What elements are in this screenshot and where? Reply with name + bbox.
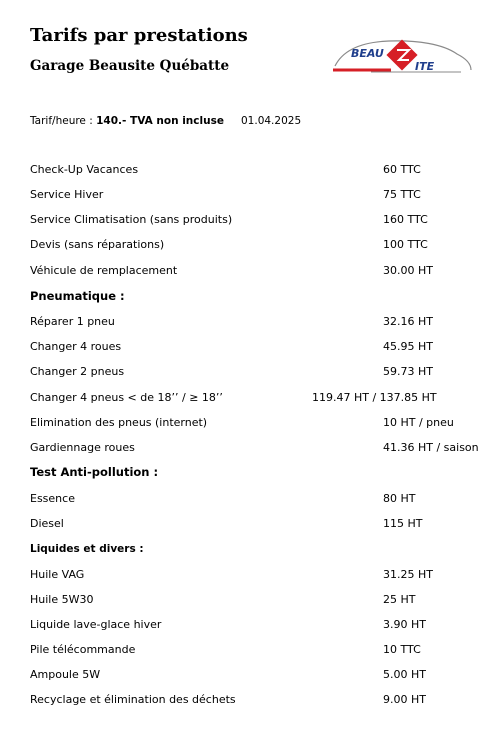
service-label: Ampoule 5W (30, 668, 101, 681)
service-price: 75 TTC (383, 188, 421, 201)
list-item (30, 517, 480, 537)
service-label: Changer 4 pneus < de 18’’ / ≥ 18’’ (30, 391, 223, 404)
service-price: 41.36 HT / saison (383, 441, 479, 454)
list-item (30, 315, 480, 335)
page-title: Tarifs par prestations (30, 25, 248, 46)
service-price: 45.95 HT (383, 340, 433, 353)
list-item (30, 668, 480, 688)
service-price: 5.00 HT (383, 668, 426, 681)
list-item (30, 238, 480, 258)
garage-name: Garage Beausite Québatte (30, 58, 230, 74)
service-label: Essence (30, 492, 75, 505)
svg-text:ITE: ITE (415, 60, 435, 73)
section-heading-liquides: Liquides et divers : (30, 543, 144, 555)
service-label: Service Hiver (30, 188, 104, 201)
service-price: 160 TTC (383, 213, 428, 226)
section-heading-antipollution: Test Anti-pollution : (30, 465, 159, 479)
section-heading-pneumatique: Pneumatique : (30, 289, 125, 303)
list-item (30, 618, 480, 638)
service-label: Changer 4 roues (30, 340, 122, 353)
list-item (30, 391, 480, 411)
service-label: Recyclage et élimination des déchets (30, 693, 236, 706)
service-price: 100 TTC (383, 238, 428, 251)
hourly-rate-label: Tarif/heure : (30, 115, 97, 127)
list-item (30, 365, 480, 385)
service-price: 115 HT (383, 517, 423, 530)
list-item (30, 188, 480, 208)
list-item (30, 213, 480, 233)
service-label: Elimination des pneus (internet) (30, 416, 208, 429)
service-label: Gardiennage roues (30, 441, 135, 454)
list-item (30, 264, 480, 284)
service-price: 30.00 HT (383, 264, 433, 277)
svg-text:BEAU: BEAU (351, 47, 384, 60)
hourly-rate-value: 140.- TVA non incluse (96, 115, 224, 127)
service-price: 59.73 HT (383, 365, 433, 378)
service-label: Huile 5W30 (30, 593, 94, 606)
service-label: Véhicule de remplacement (30, 264, 178, 277)
service-price: 119.47 HT / 137.85 HT (312, 391, 437, 404)
service-label: Changer 2 pneus (30, 365, 125, 378)
beausite-logo-icon (331, 36, 473, 80)
list-item (30, 568, 480, 588)
list-item (30, 693, 480, 713)
service-label: Check-Up Vacances (30, 163, 139, 176)
service-price: 32.16 HT (383, 315, 433, 328)
service-label: Liquide lave-glace hiver (30, 618, 162, 631)
price-list-date: 01.04.2025 (241, 115, 302, 127)
service-price: 10 TTC (383, 643, 421, 656)
list-item (30, 492, 480, 512)
service-price: 80 HT (383, 492, 416, 505)
service-label: Huile VAG (30, 568, 85, 581)
service-price: 9.00 HT (383, 693, 426, 706)
list-item (30, 441, 480, 461)
service-label: Diesel (30, 517, 64, 530)
hourly-rate (30, 115, 224, 127)
service-label: Devis (sans réparations) (30, 238, 165, 251)
service-label: Pile télécommande (30, 643, 136, 656)
service-price: 25 HT (383, 593, 416, 606)
list-item (30, 593, 480, 613)
service-label: Réparer 1 pneu (30, 315, 115, 328)
service-price: 3.90 HT (383, 618, 426, 631)
list-item (30, 643, 480, 663)
service-price: 10 HT / pneu (383, 416, 454, 429)
service-price: 60 TTC (383, 163, 421, 176)
list-item (30, 163, 480, 183)
list-item (30, 416, 480, 436)
service-label: Service Climatisation (sans produits) (30, 213, 233, 226)
service-price: 31.25 HT (383, 568, 433, 581)
list-item (30, 340, 480, 360)
